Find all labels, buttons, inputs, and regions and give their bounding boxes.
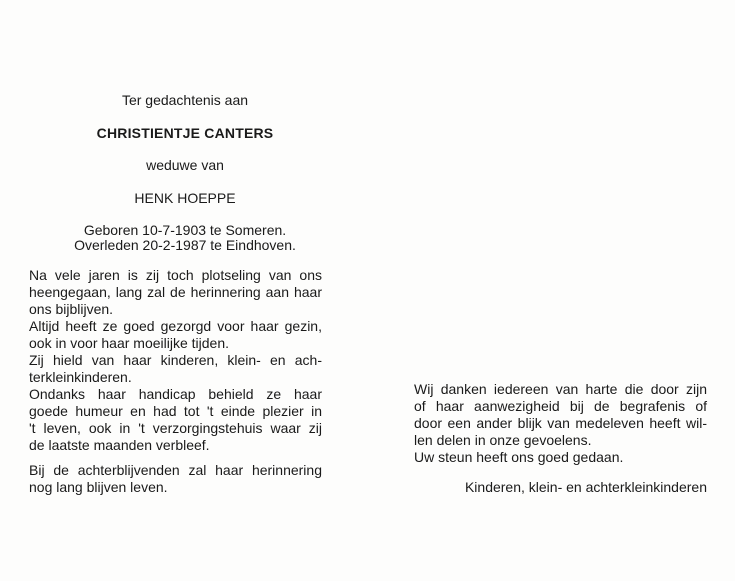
closing-text bbox=[29, 462, 322, 496]
memorial-line: de laatste maanden verbleef. bbox=[29, 437, 210, 453]
closing-line: nog lang blijven leven. bbox=[29, 479, 168, 495]
thanks-line: Wij danken iedereen van harte die door zijn bbox=[414, 381, 707, 397]
thanks-text bbox=[414, 381, 707, 466]
memorial-line: goede humeur en had tot 't einde plezier in bbox=[29, 403, 322, 419]
thanks-line: len delen in onze gevoelens. bbox=[414, 432, 592, 448]
memorial-line: heengegaan, lang zal de herinnering aan haar bbox=[29, 284, 322, 300]
memorial-line: Ondanks haar handicap behield ze haar bbox=[29, 386, 322, 402]
family-signature: Kinderen, klein- en achterkleinkinderen bbox=[464, 479, 707, 495]
thanks-line: door een ander blijk van medeleven heeft wil- bbox=[414, 415, 707, 431]
memorial-line: 't leven, ook in 't verzorgingstehuis waar zij bbox=[29, 420, 322, 436]
right-panel bbox=[370, 0, 735, 581]
in-memory-heading: Ter gedachtenis aan bbox=[121, 92, 249, 108]
spouse-name: HENK HOEPPE bbox=[134, 190, 236, 206]
memorial-line: Altijd heeft ze goed gezorgd voor haar gezin, bbox=[29, 318, 322, 334]
memorial-line: ook in voor haar moeilijke tijden. bbox=[29, 335, 229, 351]
memorial-line: ons bijblijven. bbox=[29, 301, 114, 317]
thanks-line: of haar aanwezigheid bij de begrafenis of bbox=[414, 398, 707, 414]
widow-of-label: weduwe van bbox=[146, 157, 224, 173]
death-line: Overleden 20-2-1987 te Eindhoven. bbox=[74, 237, 296, 253]
deceased-name: CHRISTIENTJE CANTERS bbox=[96, 125, 274, 141]
memorial-line: Zij hield van haar kinderen, klein- en ach- bbox=[29, 352, 322, 368]
memorial-text bbox=[29, 267, 322, 454]
birth-line: Geboren 10-7-1903 te Someren. bbox=[83, 222, 287, 238]
closing-line: Bij de achterblijvenden zal haar herinnering bbox=[29, 462, 322, 478]
memorial-line: Na vele jaren is zij toch plotseling van ons bbox=[29, 267, 322, 283]
thanks-line: Uw steun heeft ons goed gedaan. bbox=[414, 449, 624, 465]
memorial-line: terkleinkinderen. bbox=[29, 369, 132, 385]
